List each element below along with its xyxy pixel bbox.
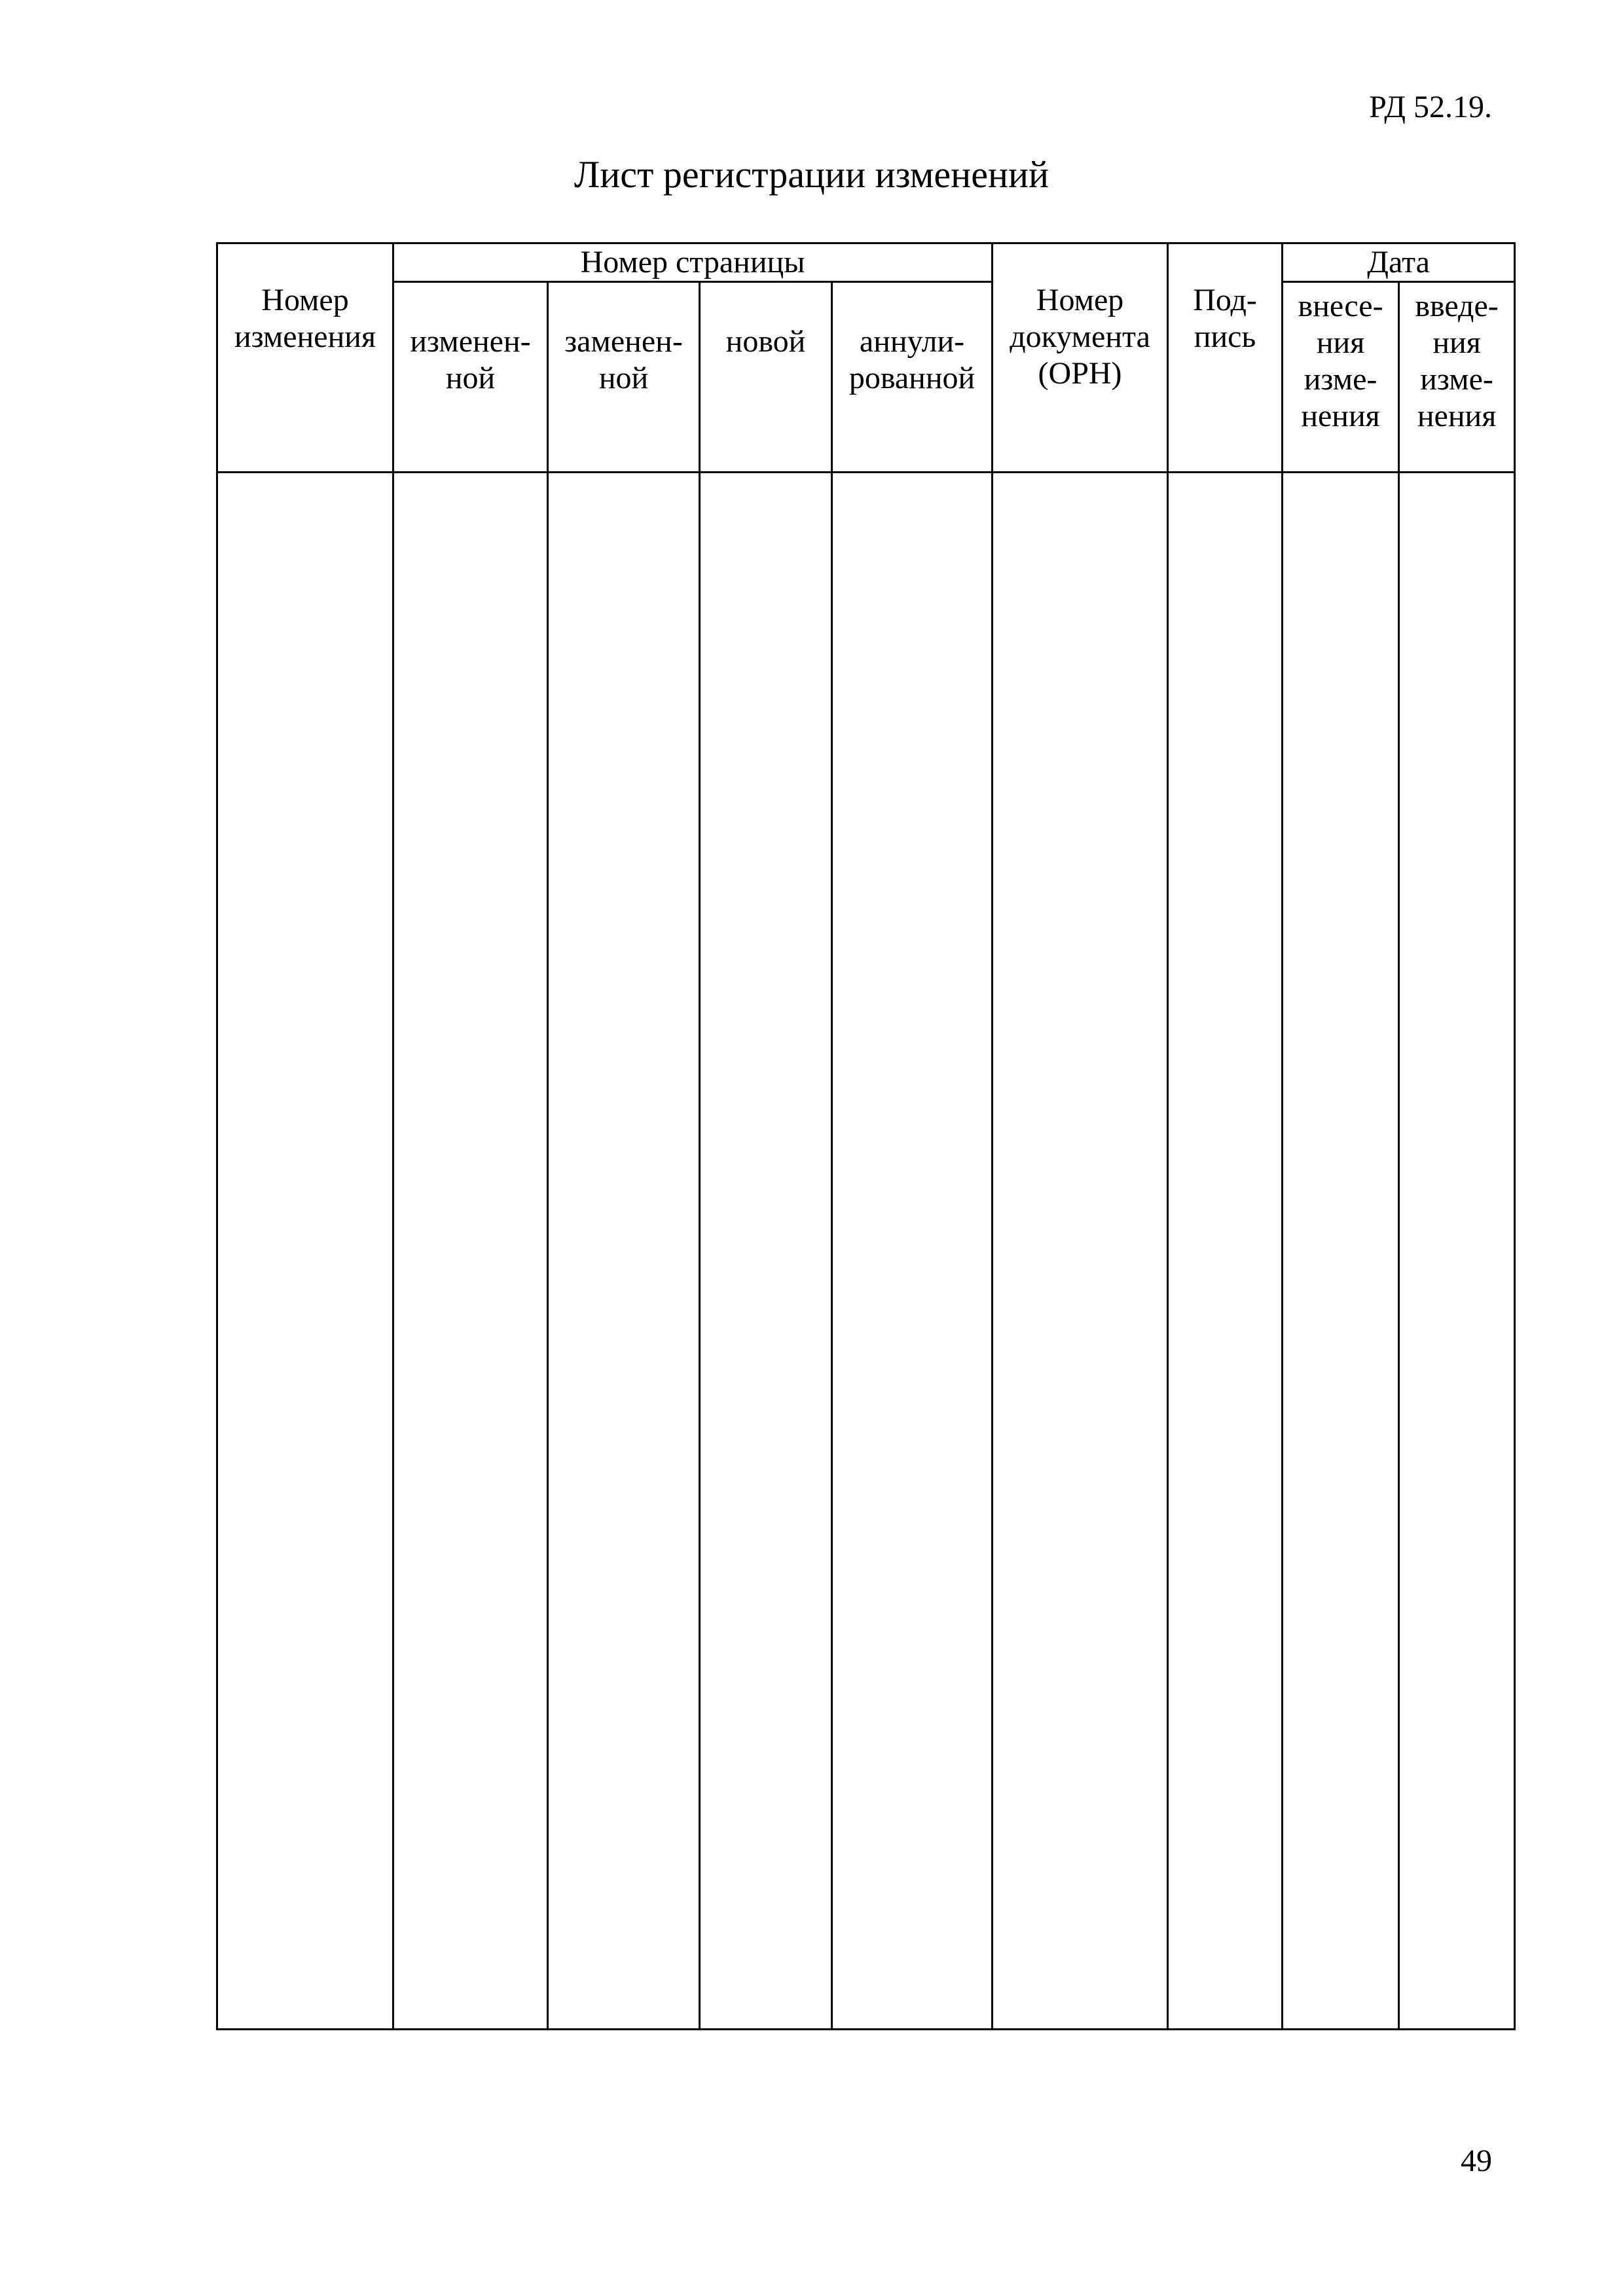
header-date-introduced-label: введе- ния изме- нения [1415, 289, 1499, 433]
header-signature-label: Под- пись [1193, 283, 1257, 354]
header-page-number-label: Номер страницы [580, 245, 805, 279]
header-new [700, 282, 832, 473]
header-replaced-label: заменен- ной [564, 324, 683, 395]
cell-annulled[interactable] [832, 473, 993, 2030]
header-date-introduced [1399, 282, 1515, 473]
header-page-number-group [393, 243, 993, 282]
cell-changed[interactable] [393, 473, 548, 2030]
header-date-label: Дата [1367, 245, 1430, 279]
header-date-entered-label: внесе- ния изме- нения [1298, 289, 1383, 433]
header-signature [1168, 243, 1283, 473]
page-number: 49 [1461, 2144, 1492, 2178]
page-title: Лист регистрации изменений [574, 153, 1049, 196]
header-date-group [1283, 243, 1515, 282]
cell-date-entered[interactable] [1283, 473, 1399, 2030]
cell-new[interactable] [700, 473, 832, 2030]
header-annulled [832, 282, 993, 473]
header-document-number-label: Номер документа (ОРН) [1010, 283, 1150, 391]
change-registration-table [216, 242, 1516, 2030]
header-annulled-label: аннули- рованной [848, 324, 976, 395]
cell-change-number[interactable] [217, 473, 393, 2030]
table-row [217, 473, 1515, 2030]
header-replaced [548, 282, 700, 473]
header-change-number [217, 243, 393, 473]
header-document-number [993, 243, 1168, 473]
header-date-entered [1283, 282, 1399, 473]
document-code: РД 52.19. [1369, 90, 1492, 124]
header-changed-label: изменен- ной [410, 324, 531, 395]
header-change-number-label: Номер изменения [234, 283, 376, 354]
cell-date-introduced[interactable] [1399, 473, 1515, 2030]
header-changed [393, 282, 548, 473]
cell-document-number[interactable] [993, 473, 1168, 2030]
header-new-label: новой [725, 324, 806, 359]
cell-signature[interactable] [1168, 473, 1283, 2030]
cell-replaced[interactable] [548, 473, 700, 2030]
